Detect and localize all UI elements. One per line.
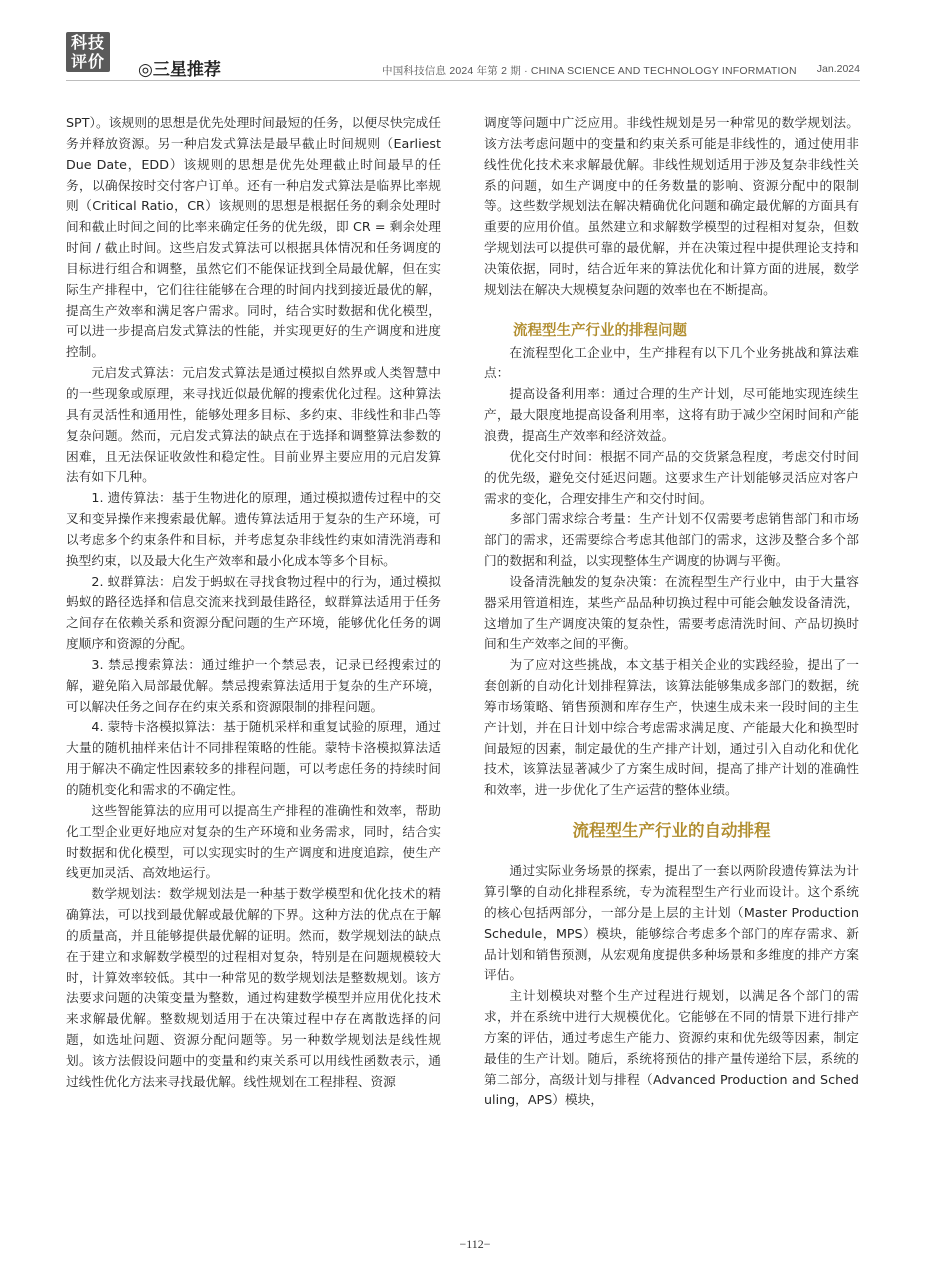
paragraph: 3. 禁忌搜索算法：通过维护一个禁忌表，记录已经搜索过的解，避免陷入局部最优解。禁忌搜索算法适用于复杂的生产环境，可以解决任务之间存在约束关系和资源限制的排程问题。 [66,656,441,714]
logo-text-line1: 科技 [70,33,105,52]
section-heading: 流程型生产行业的自动排程 [572,821,771,841]
journal-info: 中国科技信息 2024 年第 2 期 · CHINA SCIENCE AND TECHNOLOGY INFORMATION [382,65,797,77]
paragraph: 优化交付时间：根据不同产品的交货紧急程度，考虑交付时间的优先级，避免交付延迟问题。这要求生产计划能够灵活应对客户需求的变化，合理安排生产和交付时间。 [484,448,859,506]
paragraph: 元启发式算法：元启发式算法是通过模拟自然界或人类智慧中的一些现象或原理，来寻找近似最优解的搜索优化过程。这种算法具有灵活性和通用性，能够处理多目标、多约束、非线性和非凸等复杂问题。然而，元启发式算法的缺点在于选择和调整算法参数的困难，且无法保证收敛性和稳定性。目前业界主要应用的元启发算法有如下几种。 [66,365,441,485]
paragraph: 设备清洗触发的复杂决策：在流程型生产行业中，由于大量容器采用管道相连，某些产品品种切换过程中可能会触发设备清洗，这增加了生产调度决策的复杂性，需要考虑清洗时间、产品切换时间和生产效率之间的平衡。 [484,573,859,652]
paragraph: 这些智能算法的应用可以提高生产排程的准确性和效率，帮助化工型企业更好地应对复杂的生产环境和业务需求，同时，结合实时数据和优化模型，可以实现实时的生产调度和进度追踪，使生产线更加灵活、高效地运行。 [66,802,441,881]
header-divider [66,80,860,81]
logo-text-line2: 评价 [70,52,105,71]
page-header [0,0,950,90]
paragraph: 2. 蚁群算法：启发于蚂蚁在寻找食物过程中的行为，通过模拟蚂蚁的路径选择和信息交流来找到最佳路径，蚁群算法适用于任务之间存在依赖关系和资源分配问题的生产环境，能够优化任务的调度顺序和资源的分配。 [66,573,441,652]
section-tag: ◎三星推荐 [138,60,221,80]
paragraph: 调度等问题中广泛应用。非线性规划是另一种常见的数学规划法。该方法考虑问题中的变量和约束关系可能是非线性的，通过使用非线性优化技术来求解最优解。非线性规划适用于涉及复杂非线性关系的问题，如生产调度中的任务数量的影响、资源分配中的限制等。这些数学规划法在解决精确优化问题和确定最优解的方面具有重要的应用价值。虽然建立和求解数学模型的过程相对复杂，但数学规划法可以提供可靠的最优解，并在决策过程中提供理论支持和决策依据，同时，结合近年来的算法优化和计算方面的进展，数学规划法在解决大规模复杂问题的效率也在不断提高。 [484,115,859,297]
paragraph: 提高设备利用率：通过合理的生产计划，尽可能地实现连续生产，最大限度地提高设备利用率，这将有助于减少空闲时间和产能浪费，提高生产效率和经济效益。 [484,386,859,443]
paragraph: 为了应对这些挑战，本文基于相关企业的实践经验，提出了一套创新的自动化计划排程算法，该算法能够集成多部门的数据，统筹市场策略、销售预测和库存生产，快速生成未来一段时间的主生产计划，并在日计划中综合考虑需求满足度、产能最大化和换型时间最短的因素，制定最优的生产排产计划，通过引入自动化和优化技术，该算法显著减少了方案生成时间，提高了排产计划的准确性和效率，进一步优化了生产运营的整体业绩。 [484,657,859,798]
paragraph: 在流程型化工企业中，生产排程有以下几个业务挑战和算法难点： [484,344,859,381]
journal-date: Jan.2024 [816,63,860,75]
paragraph: 1. 遗传算法：基于生物进化的原理，通过模拟遗传过程中的交叉和变异操作来搜索最优解。遗传算法适用于复杂的生产环境，可以考虑多个约束条件和目标，并考虑复杂非线性约束如清洗消毒和换型约束，以及最大化生产效率和最小化成本等多个目标。 [66,490,441,568]
paragraph: SPT）。该规则的思想是优先处理时间最短的任务，以便尽快完成任务并释放资源。另一种启发式算法是最早截止时间规则（Earliest Due Date，EDD）该规则的思想是优先处理截止时间最早的任务，以确保按时交付客户订单。还有一种启发式算法是临界比率规则（Critical Ratio，CR）该规则的思想是根据任务的剩余处理时间和截止时间之间的比率来确定任务的优先级，即 CR = 剩余处理时间 / 截止时间。这些启发式算法可以根据具体情况和任务调度的目标进行组合和调整，虽然它们不能保证找到全局最优解，但在实际生产排程中，它们往往能够在合理的时间内找到接近最优的解，提高生产效率和满足客户需求。同时，结合实时数据和优化模型，可以进一步提高启发式算法的性能，并实现更好的生产调度和进度控制。 [66,115,441,360]
page-number: −112− [459,1237,491,1251]
paragraph: 通过实际业务场景的探索，提出了一套以两阶段遗传算法为计算引擎的自动化排程系统，专为流程型生产行业而设计。这个系统的核心包括两部分，一部分是上层的主计划（Master Production Schedule，MPS）模块，能够综合考虑多个部门的库存需求、新品计划和销售预测，从宏观角度提供多种场景和多维度的排产方案评估。 [484,863,859,983]
journal-logo [66,32,110,72]
right-column [484,113,859,1111]
paragraph: 4. 蒙特卡洛模拟算法：基于随机采样和重复试验的原理，通过大量的随机抽样来估计不同排程策略的性能。蒙特卡洛模拟算法适用于解决不确定性因素较多的排程问题，可以考虑任务的持续时间的随机变化和需求的不确定性。 [66,719,441,797]
left-column [66,113,441,1093]
subsection-heading: 流程型生产行业的排程问题 [513,322,687,339]
paragraph: 数学规划法：数学规划法是一种基于数学模型和优化技术的精确算法，可以找到最优解或最优解的下界。这种方法的优点在于解的质量高，并且能够提供最优解的证明。然而，数学规划法的缺点在于建立和求解数学模型的过程相对复杂，特别是在问题规模较大时，计算效率较低。其中一种常见的数学规划法是整数规划。该方法要求问题的决策变量为整数，通过构建数学模型并应用优化技术来求解最优解。整数规划适用于在决策过程中存在离散选择的问题，如选址问题、资源分配问题等。另一种数学规划法是线性规划。该方法假设问题中的变量和约束关系可以用线性函数表示，通过线性优化方法来寻找最优解。线性规划在工程排程、资源 [66,886,441,1089]
paragraph: 主计划模块对整个生产过程进行规划，以满足各个部门的需求，并在系统中进行大规模优化。它能够在不同的情景下进行排产方案的评估，通过考虑生产能力、资源约束和优先级等因素，制定最佳的生产计划。随后，系统将预估的排产量传递给下层，系统的第二部分，高级计划与排程（Advanced Production and Scheduling，APS）模块， [484,988,859,1108]
paragraph: 多部门需求综合考量：生产计划不仅需要考虑销售部门和市场部门的需求，还需要综合考虑其他部门的需求，这涉及整合多个部门的数据和利益，以实现整体生产调度的协调与平衡。 [484,511,859,569]
